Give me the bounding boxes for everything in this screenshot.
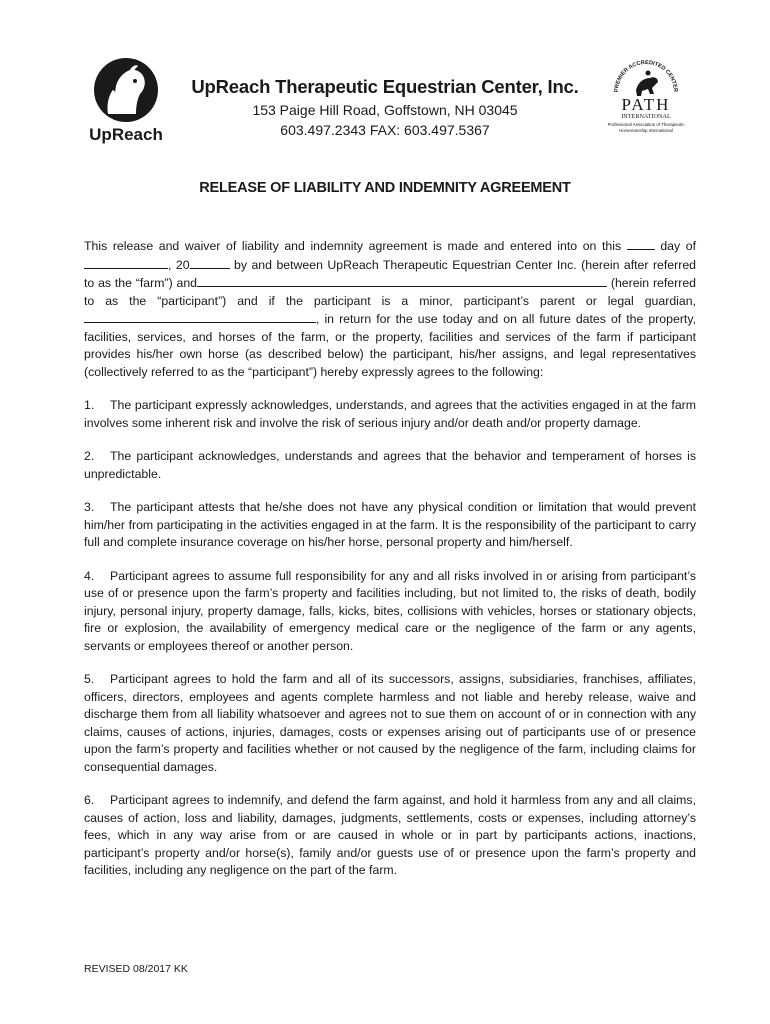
clause-number: 6. [84,793,95,807]
clause-text: Participant agrees to hold the farm and all of its successors, assigns, subsidiaries, franchises, affiliates, officers, directors, employees and agents complete harmless and not liable and hereby release, waive and discharge them from all liability whatsoever and agrees not to sue them on account of or in connection with any claims, causes of actions, injuries, damages, costs or expenses arising out of participants use of or presence upon the farm’s property and facilities whether or not caused by the negligence of the farm, including claims for consequential damages. [84,672,696,774]
path-name: PATH [621,95,671,114]
clause-number: 2. [84,449,95,463]
org-address: 153 Paige Hill Road, Goffstown, NH 03045 [252,102,518,118]
clause-1 [84,397,696,432]
clause-text: The participant attests that he/she does not have any physical condition or limitation that would prevent him/her from participating in the activities engaged in at the farm. It is the responsibility of the participant to carry full and complete insurance coverage on his/her horse, personal property and him/herself. [84,500,696,549]
month-field[interactable] [84,256,168,269]
intro-text-1: This release and waiver of liability and indemnity agreement is made and entered into on this [84,239,622,253]
intro-text-5: (herein referred to as the “participant”) and if the participant is a minor, participant’s parent or legal guardian, [84,276,696,308]
document-title: RELEASE OF LIABILITY AND INDEMNITY AGREEMENT [199,180,571,196]
intro-text-4: by and between UpReach Therapeutic Equestrian Center Inc. (herein after referred to as the “farm”) and [84,257,697,290]
path-desc-2: Horsemanship International [619,128,673,133]
intro-paragraph [84,237,696,381]
clause-6 [84,792,696,880]
clause-number: 1. [84,398,95,412]
participant-name-field[interactable] [197,274,607,287]
logo-text: UpReach [89,125,163,144]
year-field[interactable] [190,256,230,269]
clause-text: Participant agrees to indemnify, and defend the farm against, and hold it harmless from any and all claims, causes of action, loss and liability, damages, judgments, settlements, costs or expenses, including attorney’s fees, which in any way arise from or are caused in whole or in part by participants actions, inactions, participant’s property and/or horse(s), family and/or guests use of or presence upon the farm’s property and facilities, including any negligence on the part of the farm. [84,793,696,877]
horse-rider-icon [636,77,658,96]
path-arc-text: PREMIER ACCREDITED CENTER [613,59,679,93]
clause-5 [84,671,696,776]
clause-4 [84,568,696,656]
clause-3 [84,499,696,552]
path-seal-icon [596,56,696,138]
guardian-name-field[interactable] [84,310,316,323]
upreach-logo [86,54,166,144]
horse-head-logo-icon [86,54,166,144]
intro-text-6: , in return for the use today and on all future dates of the property, facilities, services, and horses of the farm, or the property, facilities and services of the farm if participant provides his/her own horse (as described below) the participant, his/her assigns, and legal representatives (collectively referred to as the “participant”) hereby expressly agrees to the following: [84,312,696,379]
org-phone-fax: 603.497.2343 FAX: 603.497.5367 [280,122,490,138]
revision-footer: REVISED 08/2017 KK [84,963,188,975]
org-name: UpReach Therapeutic Equestrian Center, Inc. [191,76,579,97]
clause-text: The participant expressly acknowledges, understands, and agrees that the activities engaged in at the farm involves some inherent risk and involve the risk of serious injury and/or death and/or property damage. [84,398,696,430]
clause-number: 3. [84,500,95,514]
intro-text-3: , 20 [168,257,190,272]
letterhead [170,76,600,138]
path-sub: INTERNATIONAL [621,113,671,120]
clause-number: 4. [84,568,95,583]
clause-text: The participant acknowledges, understands and agrees that the behavior and temperament of horses is unpredictable. [84,449,696,481]
path-international-logo [596,56,696,138]
clause-2 [84,448,696,483]
clause-number: 5. [84,672,95,686]
day-field[interactable] [627,237,655,250]
agreement-body [84,237,696,896]
path-desc-1: Professional Association of Therapeutic [607,122,685,127]
intro-text-2: day of [660,239,696,253]
clause-text: Participant agrees to assume full responsibility for any and all risks involved in or arising from participant’s use of or presence upon the farm’s property and facilities including, but not limited to, the risks of death, bodily injury, personal injury, property damage, falls, kicks, bites, collisions with vehicles, horses or stationary objects, fire or explosion, the availability of emergency medical care or the negligence of the farm or any agents, servants or employees thereof or another person. [84,568,696,653]
